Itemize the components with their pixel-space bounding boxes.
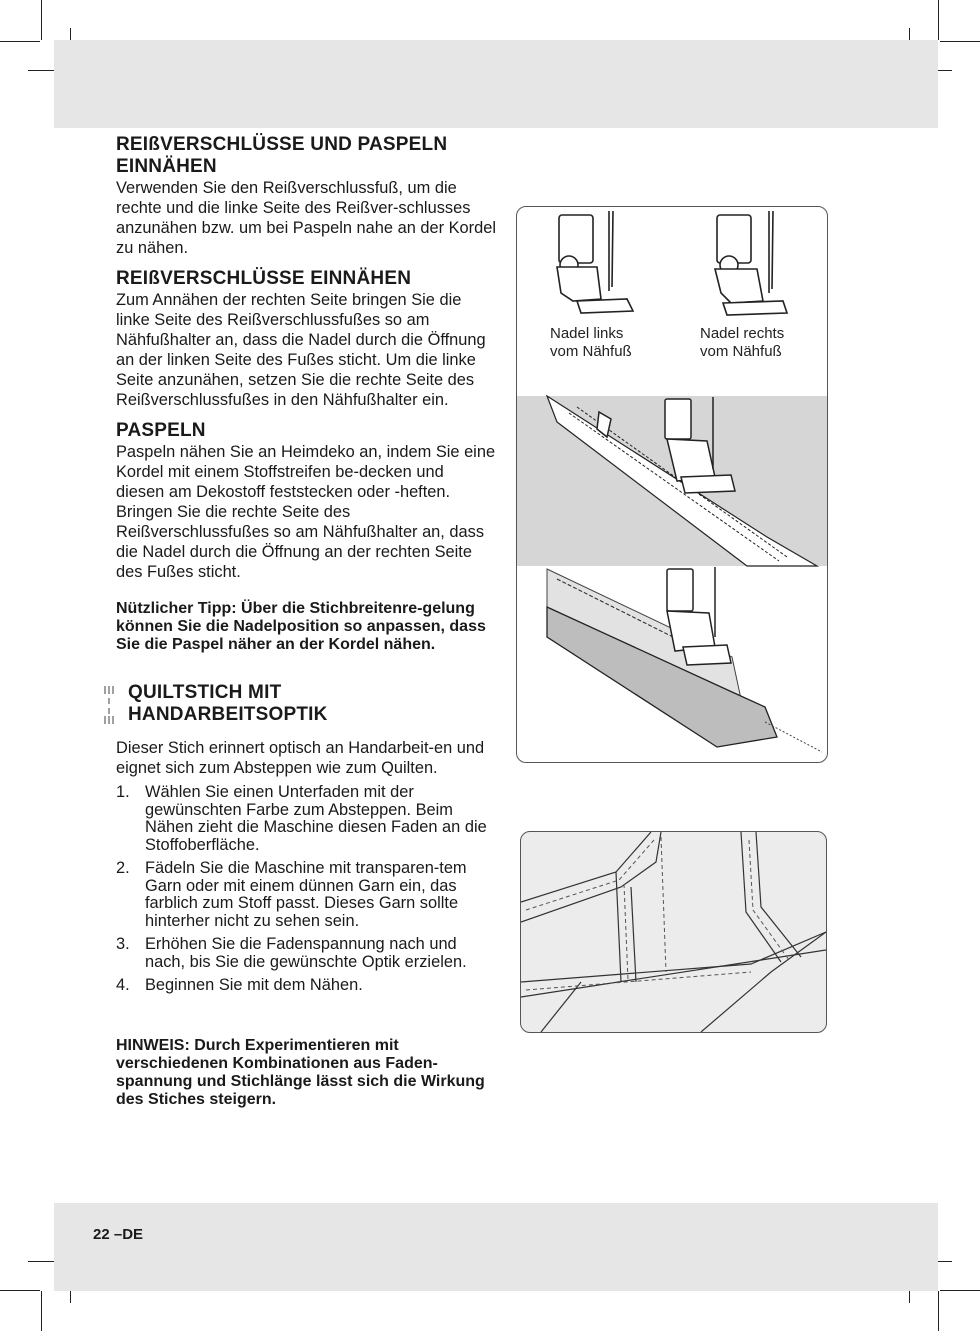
crop-mark (938, 1291, 939, 1331)
presser-foot-illustration (517, 207, 827, 762)
crop-mark (41, 1291, 42, 1331)
zipper-sew-title: REIßVERSCHLÜSSE EINNÄHEN (116, 268, 412, 289)
quilt-stitch-figure (520, 831, 827, 1033)
crop-mark (0, 1290, 40, 1291)
list-item: 3. Erhöhen Sie die Fadenspannung nach und nach, bis Sie die gewünschte Optik erzielen. (116, 935, 467, 971)
crop-mark (940, 1290, 980, 1291)
list-item: 1. Wählen Sie einen Unterfaden mit der gewünschten Farbe zum Absteppen. Beim Nähen zieht die Maschine diesen Faden an die Stoffoberfläche. (116, 783, 487, 854)
piping-body: Paspeln nähen Sie an Heimdeko an, indem Sie eine Kordel mit einem Stoffstreifen be-decken und diesen am Dekostoff feststecken oder -heften. Bringen Sie die rechte Seite des Reißverschlussfußes so am Nähfußhalter an, dass die Nadel durch die Öffnung an der rechten Seite des Fußes sticht. (116, 443, 496, 581)
quilt-title-line1: QUILTSTICH MIT (128, 682, 282, 703)
caption-needle-left: Nadel links vom Nähfuß (550, 325, 632, 360)
note-hint: HINWEIS: Durch Experimentieren mit verschiedenen Kombinationen aus Faden-spannung und Stichlänge lässt sich die Wirkung des Stiches steigern. (116, 1036, 485, 1108)
quilt-steps (116, 784, 496, 995)
caption-needle-right: Nadel rechts vom Nähfuß (700, 325, 785, 360)
crop-mark (940, 41, 980, 42)
list-item: 4. Beginnen Sie mit dem Nähen. (116, 976, 363, 994)
quilt-intro: Dieser Stich erinnert optisch an Handarbeit-en und eignet sich zum Absteppen wie zum Quilten. (116, 739, 485, 777)
quilt-title-line2: HANDARBEITSOPTIK (128, 704, 328, 725)
footer-band (54, 1203, 938, 1291)
zipper-piping-title: REIßVERSCHLÜSSE UND PASPELN EINNÄHEN (116, 134, 448, 177)
crop-mark (938, 0, 939, 40)
list-item: 2. Fädeln Sie die Maschine mit transparen-tem Garn oder mit einem dünnen Garn ein, das farblich zum Stoff passt. Dieses Garn sollte hinterher nicht zu sehen sein. (116, 859, 467, 930)
header-band (54, 40, 938, 128)
crop-mark (0, 41, 40, 42)
quilt-stitch-illustration (521, 832, 826, 1032)
zipper-foot-figure (516, 206, 828, 763)
text-column (116, 134, 496, 1109)
crop-mark (41, 0, 42, 40)
quilt-heading (116, 682, 496, 726)
zipper-piping-intro: Verwenden Sie den Reißverschlussfuß, um die rechte und die linke Seite des Reißver-schlusses anzunähen bzw. um bei Paspeln nahe an der Kordel zu nähen. (116, 179, 496, 257)
page-number: 22 –DE (93, 1226, 144, 1243)
stitch-symbol-icon (102, 685, 116, 725)
useful-tip: Nützlicher Tipp: Über die Stichbreitenre-gelung können Sie die Nadelposition so anpassen, dass Sie die Paspel näher an der Kordel nähen. (116, 600, 486, 653)
piping-title: PASPELN (116, 420, 206, 441)
zipper-sew-body: Zum Annähen der rechten Seite bringen Sie die linke Seite des Reißverschlussfußes so am Nähfußhalter an, dass die Nadel durch die Öffnung an der linken Seite des Fußes sticht. Um die linke Seite anzunähen, setzen Sie die rechte Seite des Reißverschlussfußes in den Nähfußhalter ein. (116, 291, 486, 409)
